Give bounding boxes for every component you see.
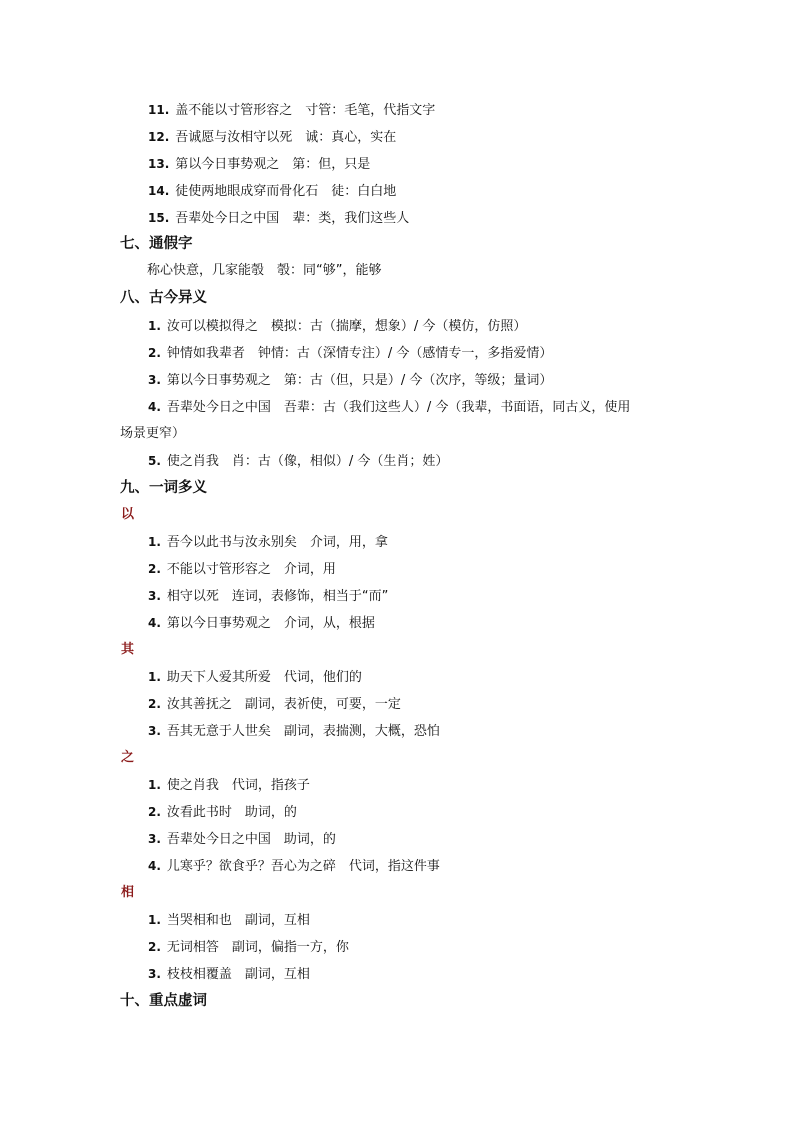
list-item: 1. 使之肖我 代词，指孩子 xyxy=(148,778,310,793)
section-heading-tongjiazi: 七、通假字 xyxy=(120,236,193,252)
list-item: 2. 钟情如我辈者 钟情：古（深情专注）/ 今（感情专一，多指爱情） xyxy=(148,346,553,361)
section-heading-zhongdianxuci: 十、重点虚词 xyxy=(120,993,207,1009)
list-item: 1. 当哭相和也 副词，互相 xyxy=(148,913,310,928)
list-item: 15. 吾辈处今日之中国 辈：类，我们这些人 xyxy=(148,211,410,226)
section-heading-yiciduoyi: 九、一词多义 xyxy=(120,480,207,496)
list-item: 4. 吾辈处今日之中国 吾辈：古（我们这些人）/ 今（我辈，书面语，同古义，使用 xyxy=(148,400,631,415)
list-item: 1. 助天下人爱其所爱 代词，他们的 xyxy=(148,670,362,685)
list-item: 3. 吾辈处今日之中国 助词，的 xyxy=(148,832,336,847)
paragraph-line: 称心快意，几家能彀 彀：同“够”，能够 xyxy=(147,263,382,278)
list-item: 4. 第以今日事势观之 介词，从，根据 xyxy=(148,616,375,631)
polysemy-word-yi: 以 xyxy=(121,507,135,522)
list-item: 2. 汝看此书时 助词，的 xyxy=(148,805,297,820)
list-item: 3. 枝枝相覆盖 副词，互相 xyxy=(148,967,310,982)
section-heading-gujinyiyi: 八、古今异义 xyxy=(120,290,207,306)
list-item: 1. 吾今以此书与汝永别矣 介词，用，拿 xyxy=(148,535,388,550)
list-item: 2. 汝其善抚之 副词，表祈使，可要，一定 xyxy=(148,697,401,712)
polysemy-word-qi: 其 xyxy=(121,642,135,657)
list-item: 11. 盖不能以寸管形容之 寸管：毛笔，代指文字 xyxy=(148,103,436,118)
list-item: 3. 第以今日事势观之 第：古（但，只是）/ 今（次序，等级；量词） xyxy=(148,373,553,388)
list-item: 4. 儿寒乎？欲食乎？吾心为之碎 代词，指这件事 xyxy=(148,859,440,874)
list-item: 3. 吾其无意于人世矣 副词，表揣测，大概，恐怕 xyxy=(148,724,440,739)
list-item: 1. 汝可以模拟得之 模拟：古（揣摩，想象）/ 今（模仿，仿照） xyxy=(148,319,527,334)
list-item: 13. 第以今日事势观之 第：但，只是 xyxy=(148,157,371,172)
list-item: 12. 吾诚愿与汝相守以死 诚：真心，实在 xyxy=(148,130,397,145)
polysemy-word-xiang: 相 xyxy=(121,885,135,900)
list-item: 2. 无词相答 副词，偏指一方，你 xyxy=(148,940,349,955)
list-item: 14. 徒使两地眼成穿而骨化石 徒：白白地 xyxy=(148,184,397,199)
list-item: 2. 不能以寸管形容之 介词，用 xyxy=(148,562,336,577)
list-item: 5. 使之肖我 肖：古（像，相似）/ 今（生肖；姓） xyxy=(148,454,449,469)
list-item-continuation: 场景更窄） xyxy=(120,426,186,441)
list-item: 3. 相守以死 连词，表修饰，相当于“而” xyxy=(148,589,389,604)
polysemy-word-zhi: 之 xyxy=(121,750,135,765)
